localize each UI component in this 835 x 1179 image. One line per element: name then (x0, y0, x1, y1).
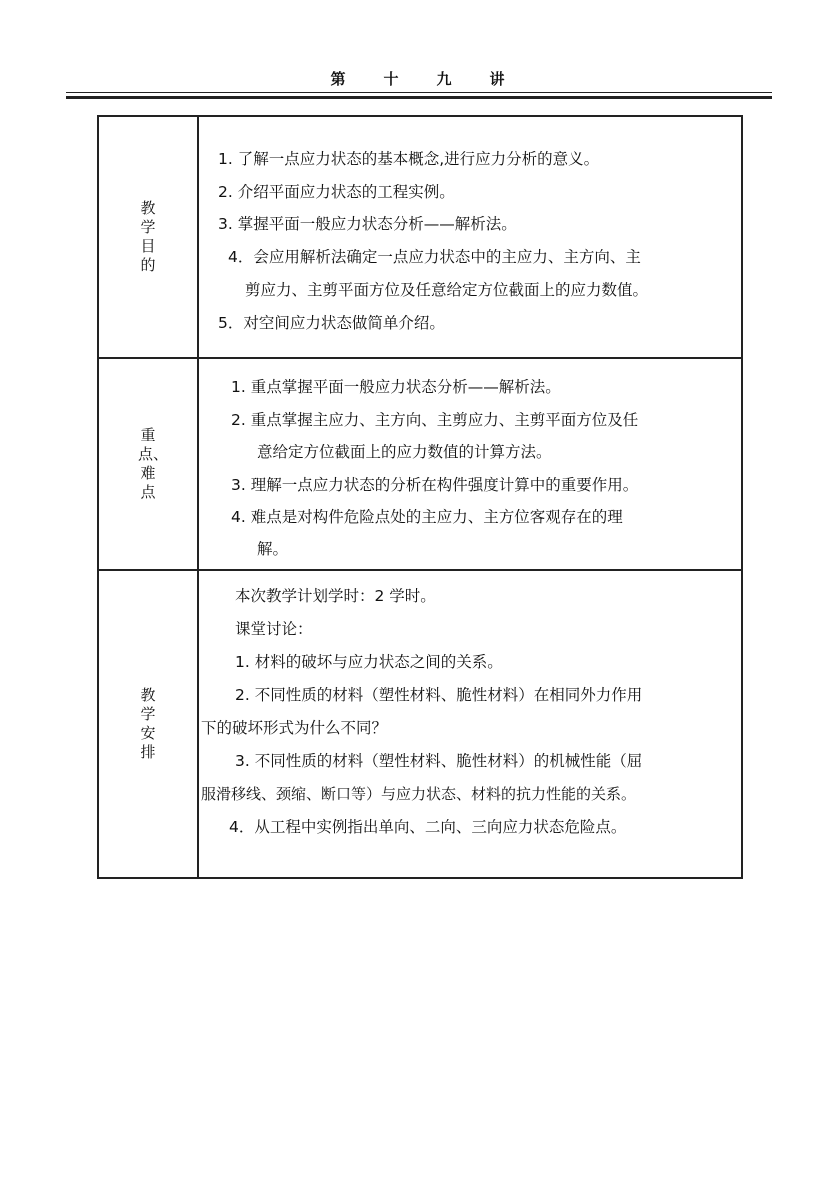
title-char: 十 (383, 70, 399, 88)
row-label-cell (99, 359, 199, 569)
content-line: 4．从工程中实例指出单向、二向、三向应力状态危险点。 (229, 818, 627, 836)
content-line: 3. 理解一点应力状态的分析在构件强度计算中的重要作用。 (231, 476, 639, 494)
content-line: 本次教学计划学时：2 学时。 (235, 587, 436, 605)
lesson-plan-table (97, 115, 743, 879)
content-line: 4. 难点是对构件危险点处的主应力、主方位客观存在的理 (231, 508, 623, 526)
header-rule-thick (66, 96, 772, 99)
content-line: 1. 了解一点应力状态的基本概念,进行应力分析的意义。 (218, 150, 600, 168)
row-label: 教学目的 (140, 199, 156, 274)
content-line: 1. 材料的破坏与应力状态之间的关系。 (235, 653, 503, 671)
content-line: 1. 重点掌握平面一般应力状态分析——解析法。 (231, 378, 561, 396)
content-line: 5．对空间应力状态做简单介绍。 (218, 314, 445, 332)
content-line: 服滑移线、颈缩、断口等）与应力状态、材料的抗力性能的关系。 (201, 785, 637, 803)
content-line: 课堂讨论： (235, 620, 313, 638)
row-label-cell (99, 117, 199, 357)
content-line: 意给定方位截面上的应力数值的计算方法。 (257, 443, 552, 461)
row-label-cell (99, 571, 199, 877)
row-label: 教学安排 (140, 686, 156, 761)
content-line: 3. 掌握平面一般应力状态分析——解析法。 (218, 215, 517, 233)
row-content-cell (201, 359, 741, 569)
content-line: 剪应力、主剪平面方位及任意给定方位截面上的应力数值。 (245, 281, 649, 299)
lecture-title (0, 68, 835, 89)
content-line: 4．会应用解析法确定一点应力状态中的主应力、主方向、主 (228, 248, 641, 266)
content-line: 解。 (257, 540, 289, 558)
table-row-objectives (99, 117, 741, 357)
content-line: 2. 重点掌握主应力、主方向、主剪应力、主剪平面方位及任 (231, 411, 639, 429)
content-line: 下的破坏形式为什么不同？ (201, 719, 388, 737)
content-line: 2. 不同性质的材料（塑性材料、脆性材料）在相同外力作用 (235, 686, 643, 704)
table-row-arrangement (99, 569, 741, 877)
table-row-key-points (99, 357, 741, 569)
content-line: 2. 介绍平面应力状态的工程实例。 (218, 183, 455, 201)
row-content-cell (201, 571, 741, 877)
content-line: 3. 不同性质的材料（塑性材料、脆性材料）的机械性能（屈 (235, 752, 643, 770)
title-char: 讲 (489, 70, 505, 88)
row-content-cell (201, 117, 741, 357)
title-char: 第 (330, 70, 346, 88)
title-char: 九 (436, 70, 452, 88)
row-label: 重点、难点 (138, 426, 169, 501)
header-rule-thin (66, 92, 772, 93)
